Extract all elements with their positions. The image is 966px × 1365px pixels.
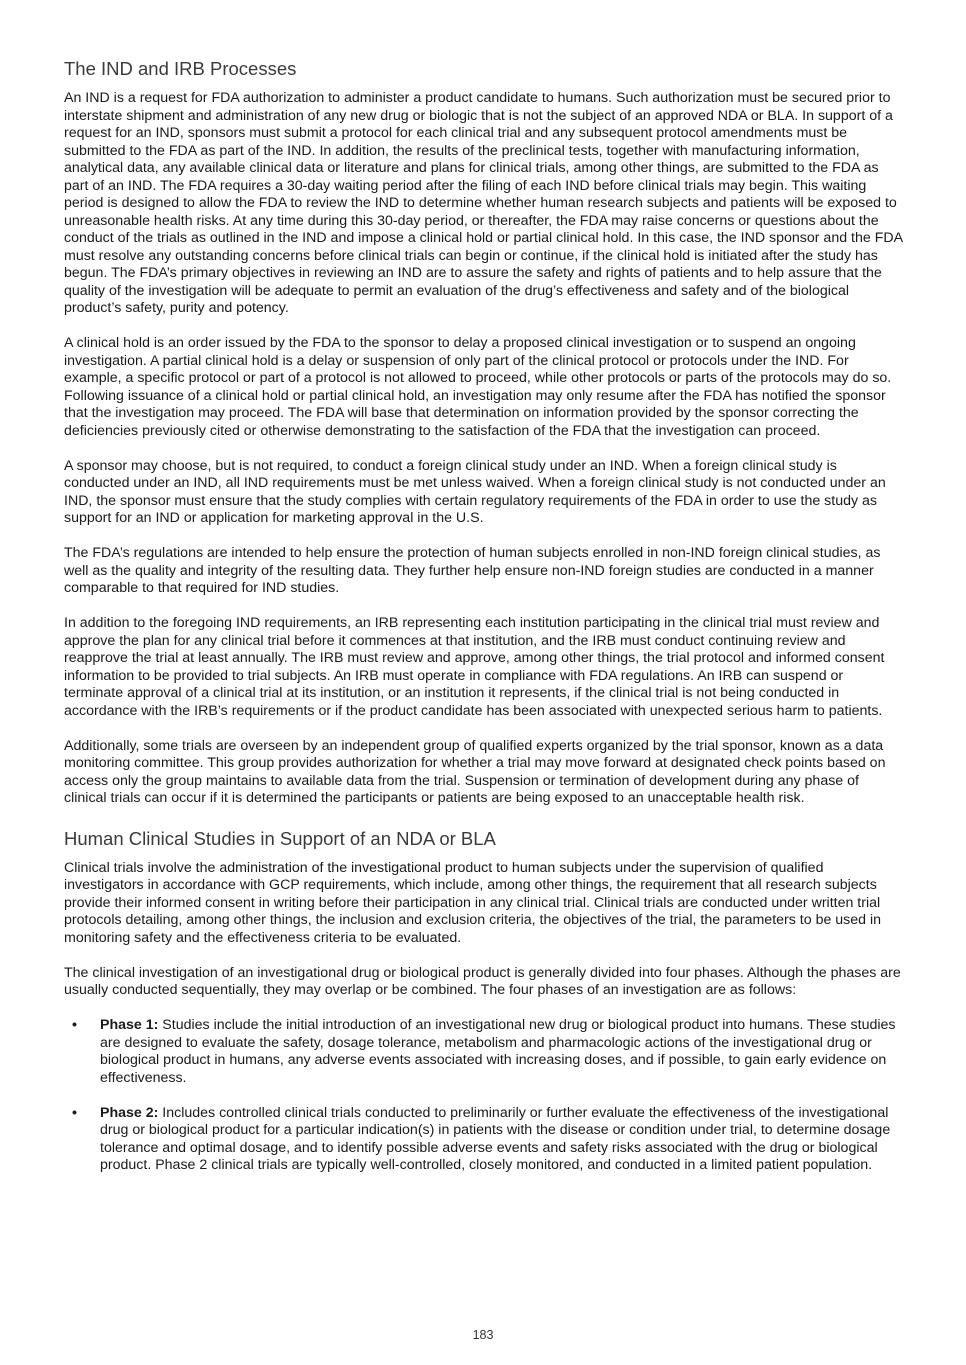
paragraph: A sponsor may choose, but is not required, to conduct a foreign clinical study under an IND. When a foreign clinical study is conducted under an IND, all IND requirements must be met unless waived. When a foreign clinical study is not conducted under an IND, the sponsor must ensure that the study complies with certain regulatory requirements of the FDA in order to use the study as support for an IND or application for marketing approval in the U.S. [64,457,886,526]
bullet-icon: • [72,1017,77,1033]
paragraph: A clinical hold is an order issued by the FDA to the sponsor to delay a proposed clinical investigation or to suspend an ongoing investigation. A partial clinical hold is a delay or suspension of only part of the clinical protocol or protocols under the IND. For example, a specific protocol or part of a protocol is not allowed to proceed, while other protocols or parts of the protocols may do so. Following issuance of a clinical hold or partial clinical hold, an investigation may only resume after the FDA has notified the sponsor that the investigation may proceed. The FDA will base that determination on information provided by the sponsor correcting the deficiencies previously cited or otherwise demonstrating to the satisfaction of the FDA that the investigation can proceed. [64,335,892,439]
paragraph: Additionally, some trials are overseen by an independent group of qualified experts organized by the trial sponsor, known as a data monitoring committee. This group provides authorization for whether a trial may move forward at designated check points based on access only the group maintains to available data from the trial. Suspension or termination of development during any phase of clinical trials can occur if it is determined the participants or patients are being exposed to an unacceptable health risk. [64,737,886,806]
list-item-phase-1 [64,1017,904,1087]
phase-label: Phase 1: [100,1017,159,1033]
section-heading-human-clinical-studies: Human Clinical Studies in Support of an NDA or BLA [64,827,496,849]
bullet-icon: • [72,1104,77,1121]
paragraph: The clinical investigation of an investigational drug or biological product is generally divided into four phases. Although the phases are usually conducted sequentially, they may overlap or be combined. The four phases of an investigation are as follows: [64,964,901,998]
paragraph: Clinical trials involve the administration of the investigational product to human subjects under the supervision of qualified investigators in accordance with GCP requirements, which include, among other things, the requirement that all research subjects provide their informed consent in writing before their participation in any clinical trial. Clinical trials are conducted under written trial protocols detailing, among other things, the inclusion and exclusion criteria, the objectives of the trial, the parameters to be used in monitoring safety and the effectiveness criteria to be evaluated. [64,859,882,946]
section-heading-ind-irb: The IND and IRB Processes [64,58,297,79]
phase-label: Phase 2: [100,1104,159,1121]
page-number: 183 [472,1328,494,1342]
paragraph: The FDA’s regulations are intended to help ensure the protection of human subjects enrolled in non-IND foreign clinical studies, as well as the quality and integrity of the resulting data. They further help ensure non-IND foreign studies are conducted in a manner comparable to that required for IND studies. [64,545,881,596]
phase-text: Studies include the initial introduction of an investigational new drug or biological product into humans. These studies are designed to evaluate the safety, dosage tolerance, metabolism and pharmacologic actions of the investigational drug or biological product in humans, any adverse events associated with increasing doses, and if possible, to gain early evidence on effectiveness. [100,1017,896,1086]
paragraph: An IND is a request for FDA authorization to administer a product candidate to humans. Such authorization must be secured prior to interstate shipment and administration of any new drug or biologic that is not the subject of an approved NDA or BLA. In support of a request for an IND, sponsors must submit a protocol for each clinical trial and any subsequent protocol amendments must be submitted to the FDA as part of the IND. In addition, the results of the preclinical tests, together with manufacturing information, analytical data, any available clinical data or literature and plans for clinical trials, among other things, are submitted to the FDA as part of an IND. The FDA requires a 30-day waiting period after the filing of each IND before clinical trials may begin. This waiting period is designed to allow the FDA to review the IND to determine whether human research subjects and patients will be exposed to unreasonable health risks. At any time during this 30-day period, or thereafter, the FDA may raise concerns or questions about the conduct of the trials as outlined in the IND and impose a clinical hold or partial clinical hold. In this case, the IND sponsor and the FDA must resolve any outstanding concerns before clinical trials can begin or continue, if the clinical hold is initiated after the study has begun. The FDA’s primary objectives in reviewing an IND are to assure the safety and rights of patients and to help assure that the quality of the investigation will be adequate to permit an evaluation of the drug’s effectiveness and safety and of the biological product’s safety, purity and potency. [64,90,903,316]
list-item-phase-2 [64,1105,904,1175]
document-page [64,56,904,1192]
phase-text: Includes controlled clinical trials conducted to preliminarily or further evaluate the effectiveness of the investigational drug or biological product for a particular indication(s) in patients with the disease or condition under trial, to determine dosage tolerance and optimal dosage, and to identify possible adverse events and safety risks associated with the drug or biological product. Phase 2 clinical trials are typically well-controlled, closely monitored, and conducted in a limited patient population. [100,1104,891,1173]
phases-list [64,1017,904,1175]
paragraph: In addition to the foregoing IND requirements, an IRB representing each institution participating in the clinical trial must review and approve the plan for any clinical trial before it commences at that institution, and the IRB must conduct continuing review and reapprove the trial at least annually. The IRB must review and approve, among other things, the trial protocol and informed consent information to be provided to trial subjects. An IRB must operate in compliance with FDA regulations. An IRB can suspend or terminate approval of a clinical trial at its institution, or an institution it represents, if the clinical trial is not being conducted in accordance with the IRB’s requirements or if the product candidate has been associated with unexpected serious harm to patients. [64,615,885,719]
